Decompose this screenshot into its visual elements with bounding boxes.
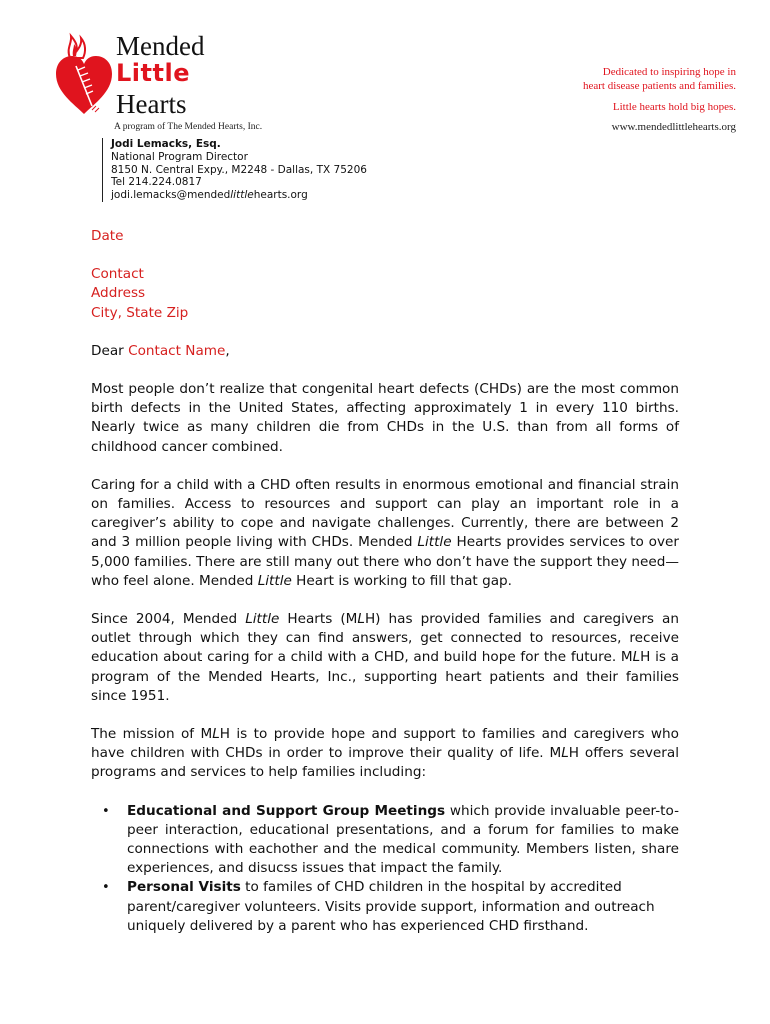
bullet-heading: Personal Visits xyxy=(127,879,241,896)
sender-email[interactable] xyxy=(111,189,401,202)
letter-body xyxy=(91,227,679,936)
bullet-heading: Educational and Support Group Meetings xyxy=(127,802,446,819)
paragraph-2: Caring for a child with a CHD often results in enormous emotional and financial strain on families. Access to resources and support can play an important role in a caregiver’s ability to cope and navigate challenges. Currently, there are between 2 and 3 million people living with CHDs. Mended Little Hearts provides services to over 5,000 families. There are still many out there who don’t have the support they need—who feel alone. Mended Little Heart is working to fill that gap. xyxy=(91,476,679,589)
bullet-text: which provide invaluable peer-to-peer interaction, educational presentations, and a forum for families to make connections with eachother and the medical community. Members listen, share experiences, and disucss issues that impact the family. xyxy=(127,802,679,877)
logo-word-little: Little xyxy=(116,59,190,87)
list-item xyxy=(91,802,679,879)
logo-word-mended: Mended xyxy=(116,31,205,61)
city-placeholder: City, State Zip xyxy=(91,304,189,321)
tagline-line-1: Dedicated to inspiring hope in xyxy=(602,66,736,78)
sender-tel: Tel 214.224.0817 xyxy=(111,176,202,189)
greeting-dear: Dear xyxy=(91,342,129,359)
sender-address: 8150 N. Central Expy., M2248 - Dallas, TX 75206 xyxy=(111,163,367,176)
bullet-icon: • xyxy=(102,880,110,896)
heart-flame-icon xyxy=(52,30,116,120)
paragraph-1: Most people don’t realize that congenital heart defects (CHDs) are the most common birth defects in the United States, affecting approximately 1 in every 110 births. Nearly twice as many children die from CHDs in the U.S. than from all forms of childhood cancer combined. xyxy=(91,381,679,455)
sender-block xyxy=(102,138,401,202)
sender-name: Jodi Lemacks, Esq. xyxy=(111,138,221,150)
website-link[interactable]: www.mendedlittlehearts.org xyxy=(611,121,736,133)
greeting-comma: , xyxy=(225,342,230,359)
email-part-2: hearts.org xyxy=(253,189,308,202)
date-placeholder: Date xyxy=(91,228,124,244)
sender-title: National Program Director xyxy=(111,150,248,163)
paragraph-3: Since 2004, Mended Little Hearts (MLH) has provided families and caregivers an outlet through which they can find answers, get connected to resources, receive education about caring for a child with a CHD, and build hope for the future. MLH is a program of the Mended Hearts, Inc., supporting heart patients and their families since 1951. xyxy=(91,611,679,704)
program-of-line: A program of The Mended Hearts, Inc. xyxy=(114,122,263,132)
paragraph-4: The mission of MLH is to provide hope and support to families and caregivers who have children with CHDs in order to improve their quality of life. MLH offers several programs and services to help families including: xyxy=(91,726,679,781)
greeting xyxy=(91,342,679,361)
logo-word-hearts: Hearts xyxy=(116,89,187,119)
email-part-1: jodi.lemacks@mended xyxy=(111,189,231,202)
program-list xyxy=(91,802,679,936)
address-placeholder: Address xyxy=(91,285,146,302)
contact-placeholder: Contact xyxy=(91,266,144,283)
tagline-line-2: heart disease patients and families. xyxy=(582,80,736,92)
tagline-slogan: Little hearts hold big hopes. xyxy=(612,101,736,113)
mended-little-hearts-logo xyxy=(52,30,262,134)
greeting-contact-name: Contact Name xyxy=(128,342,226,359)
email-part-italic: little xyxy=(230,189,254,202)
bullet-text: to familes of CHD children in the hospital by accredited parent/caregiver volunteers. Visits provide support, information and outreach uniquely delivered by a parent who has experienced CHD firsthand. xyxy=(127,879,655,934)
list-item xyxy=(91,878,679,936)
bullet-icon: • xyxy=(102,803,110,819)
